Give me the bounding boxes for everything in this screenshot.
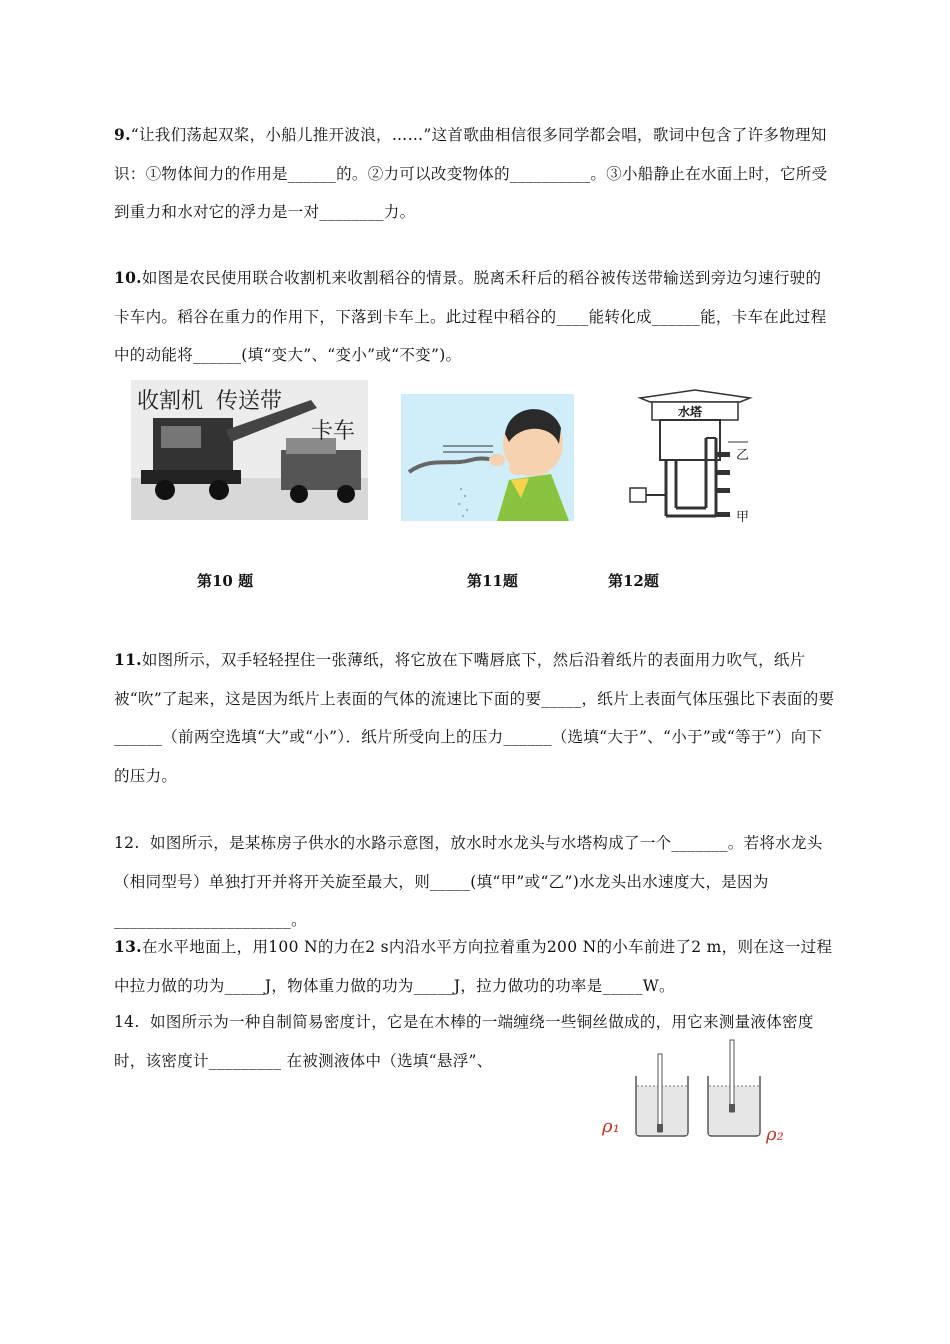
question-text: 如图是农民使用联合收割机来收割稻谷的情景。脱离禾秆后的稻谷被传送带输送到旁边匀速行驶的卡车内。稻谷在重力的作用下，下落到卡车上。此过程中稻谷的____能转化成______能，卡车在此过程中的动能将______(填“变大”、“变小”或“不变”)。 bbox=[114, 269, 827, 364]
question-number: 9. bbox=[114, 125, 131, 144]
label-harvester: 收割机 bbox=[137, 389, 204, 414]
question-number: 13. bbox=[114, 937, 142, 956]
label-tap-jia: 甲 bbox=[736, 510, 750, 525]
question-number: 12. bbox=[114, 834, 140, 852]
label-rho-2: ρ₂ bbox=[766, 1124, 784, 1145]
question-number: 14. bbox=[114, 1013, 140, 1031]
label-rho-1: ρ₁ bbox=[602, 1116, 620, 1137]
label-truck: 卡车 bbox=[311, 419, 356, 444]
figure-water-tower bbox=[628, 388, 762, 532]
question-text: 如图所示，双手轻轻捏住一张薄纸，将它放在下嘴唇底下，然后沿着纸片的表面用力吹气，纸片被“吹”了起来，这是因为纸片上表面的气体的流速比下面的要_____，纸片上表面气体压强比下表面的要______（前两空选填“大”或“小”）．纸片所受向上的压力______（选填“大于”、“小于”或“等于”）向下的压力。 bbox=[114, 651, 835, 785]
caption-figure-12: 第12题 bbox=[608, 572, 659, 590]
question-12 bbox=[114, 824, 836, 940]
question-11 bbox=[114, 641, 836, 795]
label-conveyor: 传送带 bbox=[216, 389, 283, 414]
question-number: 11. bbox=[114, 650, 142, 669]
figure-harvester bbox=[131, 380, 368, 520]
question-13 bbox=[114, 928, 836, 1005]
question-text: “让我们荡起双桨，小船儿推开波浪，……”这首歌曲相信很多同学都会唱，歌词中包含了许多物理知识：①物体间力的作用是______的。②力可以改变物体的__________。③小船静止在水面上时，它所受到重力和水对它的浮力是一对________力。 bbox=[114, 126, 828, 221]
question-text: 如图所示，是某栋房子供水的水路示意图，放水时水龙头与水塔构成了一个_______。若将水龙头（相同型号）单独打开并将开关旋至最大，则_____(填“甲”或“乙”)水龙头出水速度大，是因为______________________。 bbox=[114, 834, 823, 929]
question-number: 10. bbox=[114, 268, 142, 287]
question-text: 在水平地面上，用100 N的力在2 s内沿水平方向拉着重为200 N的小车前进了2 m，则在这一过程中拉力做的功为_____J，物体重力做的功为_____J，拉力做功的功率是_____W。 bbox=[114, 938, 833, 995]
question-text: 如图所示为一种自制简易密度计，它是在木棒的一端缠绕一些铜丝做成的，用它来测量液体密度时，该密度计_________ 在被测液体中（选填“悬浮”、 bbox=[114, 1013, 814, 1070]
label-water-tower: 水塔 bbox=[678, 405, 703, 419]
figure-density-meter bbox=[598, 1036, 808, 1148]
question-9 bbox=[114, 116, 836, 232]
figure-boy-blowing-paper bbox=[401, 394, 574, 521]
caption-figure-11: 第11题 bbox=[467, 572, 518, 590]
label-tap-yi: 乙 bbox=[736, 448, 750, 463]
question-10 bbox=[114, 259, 836, 375]
caption-figure-10: 第10 题 bbox=[197, 572, 254, 590]
